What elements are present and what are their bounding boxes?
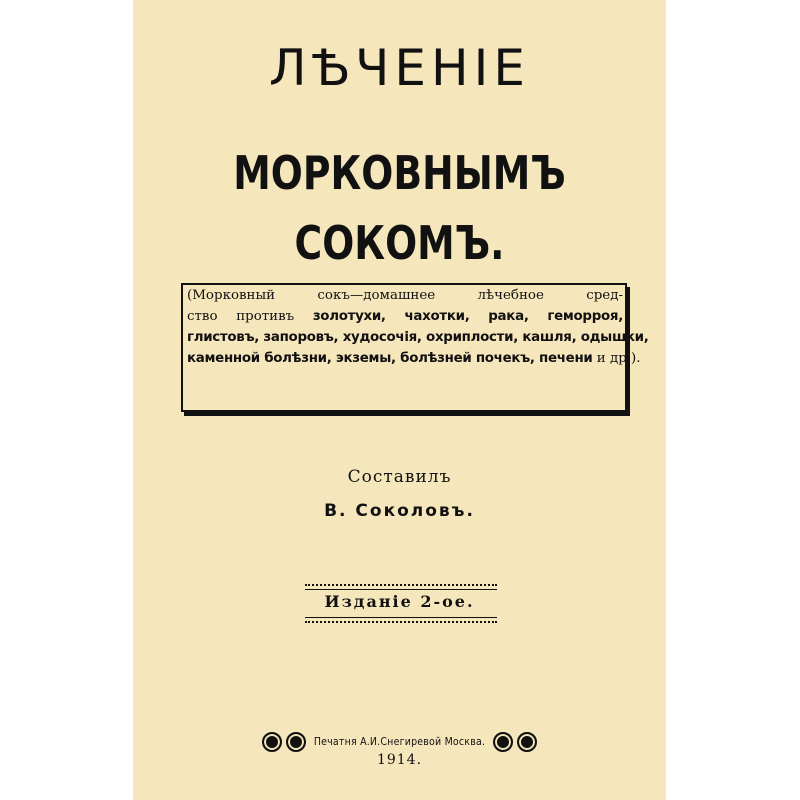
edition-rule-bottom-dotted	[305, 621, 497, 623]
description-line-2: ство противъ золотухи, чахотки, рака, геморроя,	[187, 309, 623, 324]
description-line-4: каменной болѣзни, экземы, болѣзней почекъ, печени и др.).	[187, 351, 641, 366]
publication-year: 1914.	[376, 752, 423, 768]
title-line-2: МОРКОВНЫМЪ СОКОМЪ.	[233, 146, 566, 270]
compiled-by-label: Составилъ	[347, 467, 452, 487]
book-title-page	[133, 0, 666, 800]
author-name: В. Соколовъ.	[324, 501, 475, 521]
edition-rule-top	[305, 589, 497, 590]
medal-icon	[286, 732, 306, 752]
medal-icon	[262, 732, 282, 752]
edition-rule-bottom	[305, 617, 497, 618]
edition-label: Изданіе 2-ое.	[324, 592, 475, 611]
medal-icon	[493, 732, 513, 752]
edition-rule-top-dotted	[305, 584, 497, 586]
description-box	[181, 283, 649, 412]
title-line-1: ЛѢЧЕНІЕ	[269, 39, 530, 97]
description-text	[187, 285, 649, 369]
description-line-1: (Морковный сокъ—домашнее лѣчебное сред-	[187, 288, 623, 303]
printer-name: Печатня А.И.Снегиревой Москва.	[313, 736, 486, 748]
medal-icon	[517, 732, 537, 752]
description-line-3: глистовъ, запоровъ, худосочія, охриплости, кашля, одышки,	[187, 330, 649, 345]
